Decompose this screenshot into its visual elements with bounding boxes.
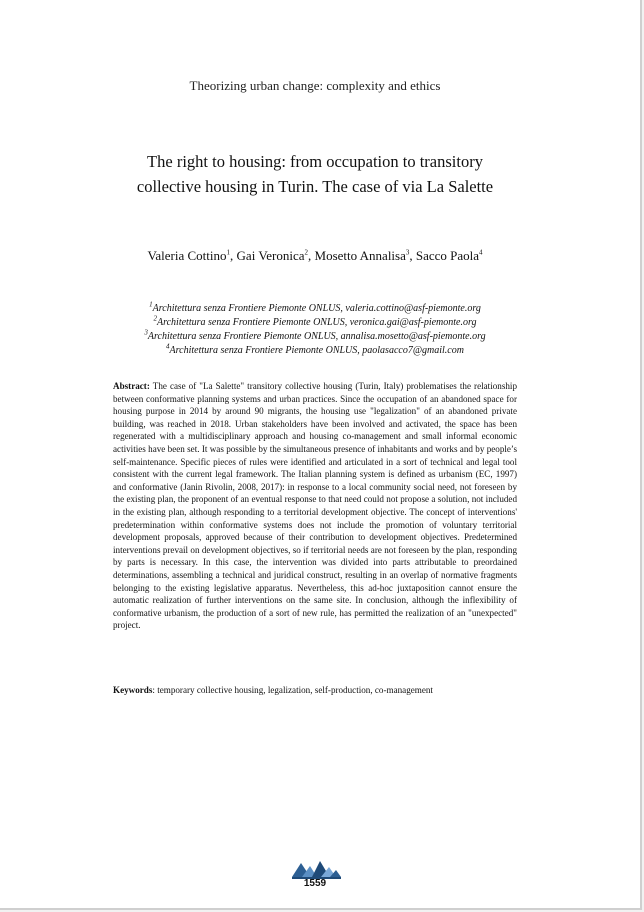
author-affiliation-marker: 2 [304,248,309,257]
paper-title-line-1: The right to housing: from occupation to transitory [147,152,483,171]
affiliation [0,344,630,358]
paper-title [80,149,550,199]
author-list [0,248,630,264]
affiliation-marker: 4 [166,342,170,351]
author-name: Mosetto Annalisa [314,248,406,263]
affiliation-text: Architettura senza Frontiere Piemonte ONLUS, annalisa.mosetto@asf-piemonte.org [147,331,486,342]
publisher-logo-icon [290,858,342,880]
author-separator: , [409,248,416,263]
author [147,248,236,263]
author-name: Gai Veronica [236,248,305,263]
affiliation [0,302,630,316]
author-affiliation-marker: 1 [226,248,231,257]
author [416,248,483,263]
affiliation-text: Architettura senza Frontiere Piemonte ONLUS, paolasacco7@gmail.com [169,345,464,356]
abstract [113,380,517,632]
keywords-label: Keywords [113,685,153,695]
author [237,248,315,263]
author-name: Valeria Cottino [147,248,227,263]
paper-title-line-2: collective housing in Turin. The case of via La Salette [136,177,494,196]
keywords-text: : temporary collective housing, legalization, self-production, co-management [152,685,433,695]
affiliation-marker: 1 [149,300,153,309]
page-number: 1559 [303,878,327,889]
author-separator: , [308,248,315,263]
affiliation [0,330,630,344]
affiliation-text: Architettura senza Frontiere Piemonte ONLUS, veronica.gai@asf-piemonte.org [156,317,477,328]
affiliation-marker: 2 [153,314,157,323]
affiliation-list [0,302,630,358]
author-name: Sacco Paola [415,248,480,263]
affiliation-marker: 3 [144,328,148,337]
affiliation-text: Architettura senza Frontiere Piemonte ONLUS, valeria.cottino@asf-piemonte.org [152,303,481,314]
running-header: Theorizing urban change: complexity and ethics [189,78,441,93]
affiliation [0,316,630,330]
abstract-label: Abstract: [113,381,150,391]
author [315,248,416,263]
author-affiliation-marker: 4 [479,248,483,257]
keywords [113,684,517,697]
author-separator: , [230,248,237,263]
abstract-text: The case of "La Salette" transitory collective housing (Turin, Italy) problematises the relationship between conformative planning systems and urban practices. Since the occupation of an abandoned space for housing purpose in 2014 by around 90 migrants, the housing use "legalization" of an abandoned private building, was reached in 2018. Urban stakeholders have been involved and activated, the space has been regenerated with a multidisciplinary approach and housing co-management and small informal economic activities have been set. It was possible by the simultaneous presence of inhabitants and works and by people’s self-maintenance. Specific pieces of rules were identified and articulated in a sort of technical and legal tool consistent with the current legal framework. The Italian planning system is defined as urbanism (EC, 1997) and conformative (Janin Rivolin, 2008, 2017): in response to a local community social need, not foreseen by the existing plan, the proponent of an eventual response to that need could not propose a solution, not included in the existing plan, although responding to a territorial development objective. The concept of interventions' predetermination within conformative systems does not include the promotion of voluntary territorial development proposals, approved because of their contribution to development objectives. Predetermined interventions prevail on development objectives, so if territorial needs are not foreseen by the plan, responding by parts is necessary. In this case, the intervention was divided into parts attributable to preordained determinations, assembling a technical and juridical construct, resulting in an overlap of normative fragments belonging to the existing legislative apparatus. Nevertheless, this ad-hoc juxtaposition cannot ensure the automatic realization of further interventions on the same site. In conclusion, although the inflexibility of conformative urbanism, the production of a sort of new rule, has permitted the realization of an "unexpected" project. [113,381,517,631]
author-affiliation-marker: 3 [405,248,410,257]
